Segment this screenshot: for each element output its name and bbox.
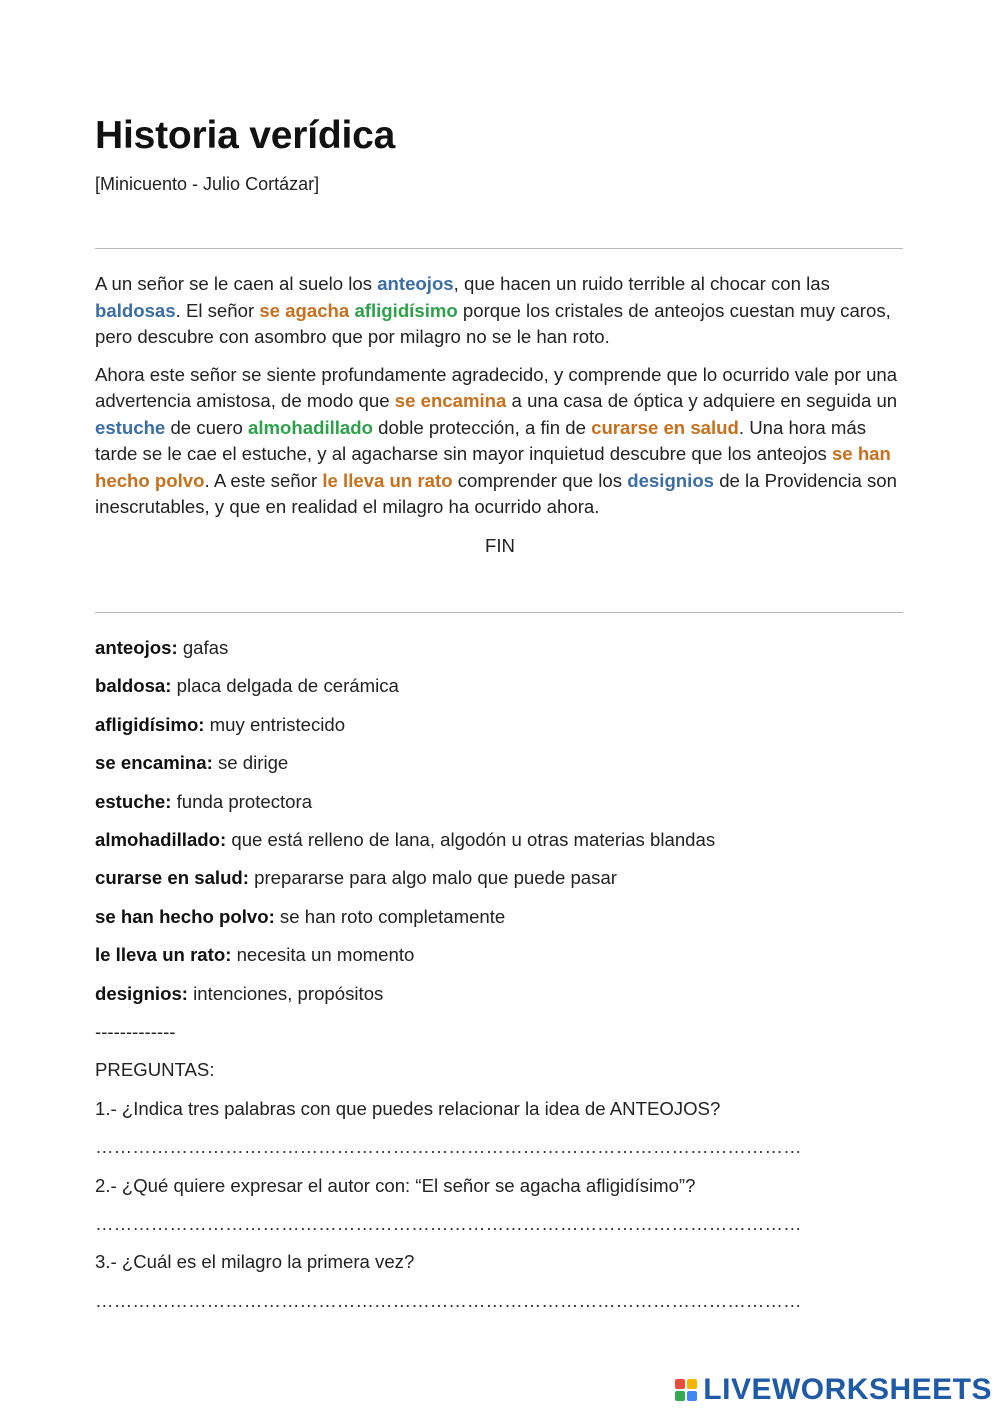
story-end: FIN [485, 534, 515, 556]
glossary-definition: necesita un momento [231, 944, 415, 966]
glossary-definition: gafas [177, 637, 229, 658]
vocab-word: anteojos [377, 273, 454, 294]
glossary-term: almohadillado: [95, 828, 227, 850]
story-text-segment: Ahora este señor se siente profundamente agradecido, y comprende que lo ocurrido vale por una advertencia amistosa, de modo que [95, 363, 898, 411]
story-text-segment: . A este señor [204, 469, 323, 491]
glossary-definition: se dirige [212, 752, 289, 774]
glossary-entry [95, 981, 905, 1019]
glossary-definition: que está relleno de lana, algodón u otras materias blandas [226, 828, 716, 850]
glossary-term: afligidísimo: [95, 713, 205, 735]
glossary-definition: muy entristecido [204, 713, 346, 735]
questions-heading: PREGUNTAS: [95, 1059, 215, 1081]
story-paragraph-2 [95, 362, 905, 521]
liveworksheets-logo-icon [675, 1377, 699, 1403]
vocab-word: estuche [95, 416, 166, 438]
answer-field[interactable]: …………………………………………………………………………………………………… [95, 1212, 802, 1234]
vocab-word: baldosas [95, 299, 176, 321]
glossary-term: estuche: [95, 790, 172, 812]
glossary-entry [95, 750, 905, 788]
vocab-word: almohadillado [247, 416, 373, 438]
glossary-term: se encamina: [95, 752, 213, 774]
divider-top [95, 248, 903, 249]
brand-logo [675, 1373, 992, 1407]
vocab-word: se encamina [394, 390, 507, 411]
vocab-word: designios [627, 469, 715, 491]
vocab-word: se han hecho polvo [95, 443, 891, 491]
glossary-definition: placa delgada de cerámica [171, 675, 399, 697]
story-text-segment: de la Providencia son inescrutables, y que en realidad el milagro ha ocurrido ahora. [95, 469, 897, 517]
glossary-term: designios: [95, 982, 188, 1004]
glossary-definition: se han roto completamente [274, 905, 506, 927]
story-text-segment: A un señor se le caen al suelo los [95, 273, 378, 294]
glossary-entry [95, 635, 905, 673]
divider-bottom [95, 612, 903, 613]
story-text-segment: . Una hora más tarde se le cae el estuche, y al agacharse sin mayor inquietud descubre que los anteojos [95, 416, 867, 464]
subtitle: [Minicuento - Julio Cortázar] [95, 174, 320, 194]
glossary-term: anteojos: [95, 637, 178, 658]
brand-name: LIVEWORKSHEETS [703, 1373, 992, 1406]
glossary [95, 635, 905, 1019]
glossary-entry [95, 865, 905, 903]
vocab-word: curarse en salud [591, 416, 739, 438]
story-text-segment: porque los cristales de anteojos cuestan muy caros, pero descubre con asombro que por milagro no se le han roto. [95, 299, 891, 347]
glossary-definition: intenciones, propósitos [187, 982, 384, 1004]
question-text: 2.- ¿Qué quiere expresar el autor con: “El señor se agacha afligidísimo”? [95, 1174, 696, 1196]
vocab-word: se agacha [259, 299, 350, 321]
questions-section [95, 1019, 905, 1326]
vocab-word: afligidísimo [354, 299, 458, 321]
story-text [95, 271, 905, 559]
glossary-entry [95, 712, 905, 750]
question-list [95, 1096, 905, 1326]
glossary-entry [95, 789, 905, 827]
page-title: Historia verídica [95, 114, 396, 157]
glossary-term: se han hecho polvo: [95, 905, 275, 927]
story-text-segment: comprender que los [452, 469, 628, 491]
glossary-definition: funda protectora [171, 790, 313, 812]
separator: ------------- [95, 1021, 176, 1042]
glossary-term: curarse en salud: [95, 867, 249, 889]
answer-field[interactable]: …………………………………………………………………………………………………… [95, 1136, 802, 1158]
story-paragraph-1 [95, 271, 905, 351]
question-text: 1.- ¿Indica tres palabras con que puedes relacionar la idea de ANTEOJOS? [95, 1097, 721, 1119]
glossary-term: baldosa: [95, 675, 172, 697]
story-text-segment: . El señor [175, 299, 260, 321]
glossary-term: le lleva un rato: [95, 944, 232, 966]
vocab-word: le lleva un rato [322, 469, 453, 491]
answer-field[interactable]: …………………………………………………………………………………………………… [95, 1289, 802, 1311]
question-text: 3.- ¿Cuál es el milagro la primera vez? [95, 1251, 415, 1273]
story-text-segment: a una casa de óptica y adquiere en seguida un [506, 390, 898, 411]
glossary-entry [95, 673, 905, 711]
glossary-definition: prepararse para algo malo que puede pasar [248, 867, 617, 889]
glossary-entry [95, 904, 905, 942]
story-text-segment: , que hacen un ruido terrible al chocar con las [453, 273, 830, 294]
glossary-entry [95, 827, 905, 865]
story-text-segment: de cuero [165, 416, 248, 438]
story-text-segment: doble protección, a fin de [373, 416, 592, 438]
glossary-entry [95, 942, 905, 980]
